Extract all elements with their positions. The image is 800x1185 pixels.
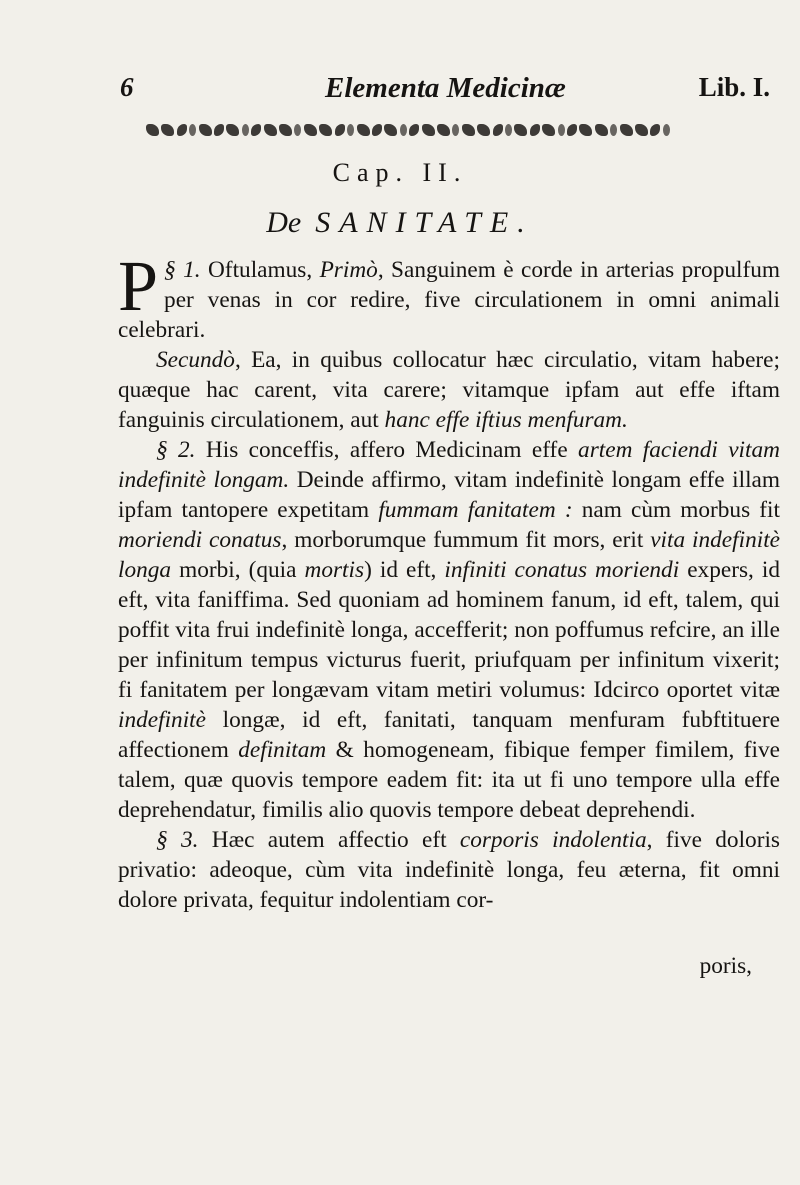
italic-run: mortis [304, 557, 365, 583]
text-run: longæ, id eft, fanitati, tanquam menfuram fubftituere affectionem [118, 707, 780, 763]
paragraph-3 [118, 435, 780, 825]
paragraph-2 [118, 345, 780, 435]
text-run: , five doloris privatio: adeoque, cùm vita indefinitè longa, feu æterna, fit omni dolore privata, fequitur indolentiam cor- [118, 827, 780, 913]
page-number: 6 [120, 72, 134, 102]
section-title-word: SANITATE. [315, 206, 534, 239]
italic-run: hanc effe iftius menfuram. [384, 407, 628, 433]
text-run: nam cùm morbus fit [572, 497, 780, 523]
italic-run: Primò [319, 257, 378, 283]
book-number: Lib. I. [698, 72, 770, 102]
section-mark: § 3. [156, 827, 199, 853]
italic-run: corporis indolentia [459, 827, 647, 853]
section-mark: § 2. [156, 437, 196, 463]
text-run: , Ea, in quibus collocatur hæc circulatio, vitam habere; quæque hac carent, vita carere; vitamque ipfam aut effe iftam fanguinis circulationem, aut [118, 347, 780, 433]
text-run: His conceffis, affero Medicinam effe [195, 437, 579, 463]
paragraph-1 [118, 246, 780, 345]
text-run: morbi, (quia [171, 557, 305, 583]
paragraph-4 [118, 825, 780, 915]
section-mark: § 1. [164, 257, 201, 283]
chapter-heading: Cap. II. [332, 158, 468, 187]
running-head [120, 72, 770, 106]
text-run: expers, id eft, vita faniffima. Sed quoniam ad hominem fanum, id eft, talem, qui poffit vita frui indefinitè longa, accefferit; non poffumus refcire, an ille per infinitum tempus victurus fuerit, priufquam per infinitum vixerit; fi fanitatem per longævam vitam metiri volumus: Idcirco oportet vitæ [118, 557, 780, 703]
text-run: , morborumque fummum fit mors, erit [281, 527, 651, 553]
catchword: poris, [699, 953, 752, 979]
text-run: & homogeneam, fibique femper fimilem, five talem, quæ quovis tempore eadem fit: ita ut fi uno tempore ulla effe deprehendatur, fimilis alio quovis tempore debeat deprehendi. [118, 737, 780, 823]
text-run: , Sanguinem è corde in arterias propulfum per venas in cor redire, five circulationem in omni animali celebrari. [118, 257, 780, 343]
section-title [0, 206, 800, 240]
italic-run: fummam fanitatem : [378, 497, 573, 523]
italic-run: vita indefinitè longa [118, 527, 781, 583]
italic-run: infiniti conatus moriendi [444, 557, 680, 583]
italic-run: indefinitè [118, 707, 206, 733]
section-title-prefix: De [266, 206, 302, 239]
text-run: ) id eft, [364, 557, 445, 583]
text-run: Oftulamus, [207, 257, 320, 283]
italic-run: Secundò [156, 347, 235, 373]
italic-run: moriendi conatus [118, 527, 282, 553]
text-run: Hæc autem affectio eft [198, 827, 460, 853]
italic-run: definitam [238, 737, 327, 763]
drop-cap: P [118, 246, 159, 326]
body-text [118, 246, 781, 915]
running-title: Elementa Medicinæ [325, 72, 566, 104]
text-run: Deinde affirmo, vitam indefinitè longam effe illam ipfam tantopere expetitam [118, 467, 781, 523]
italic-run: artem faciendi vitam indefinitè longam. [118, 437, 780, 493]
decorative-ornament-band [146, 120, 670, 140]
